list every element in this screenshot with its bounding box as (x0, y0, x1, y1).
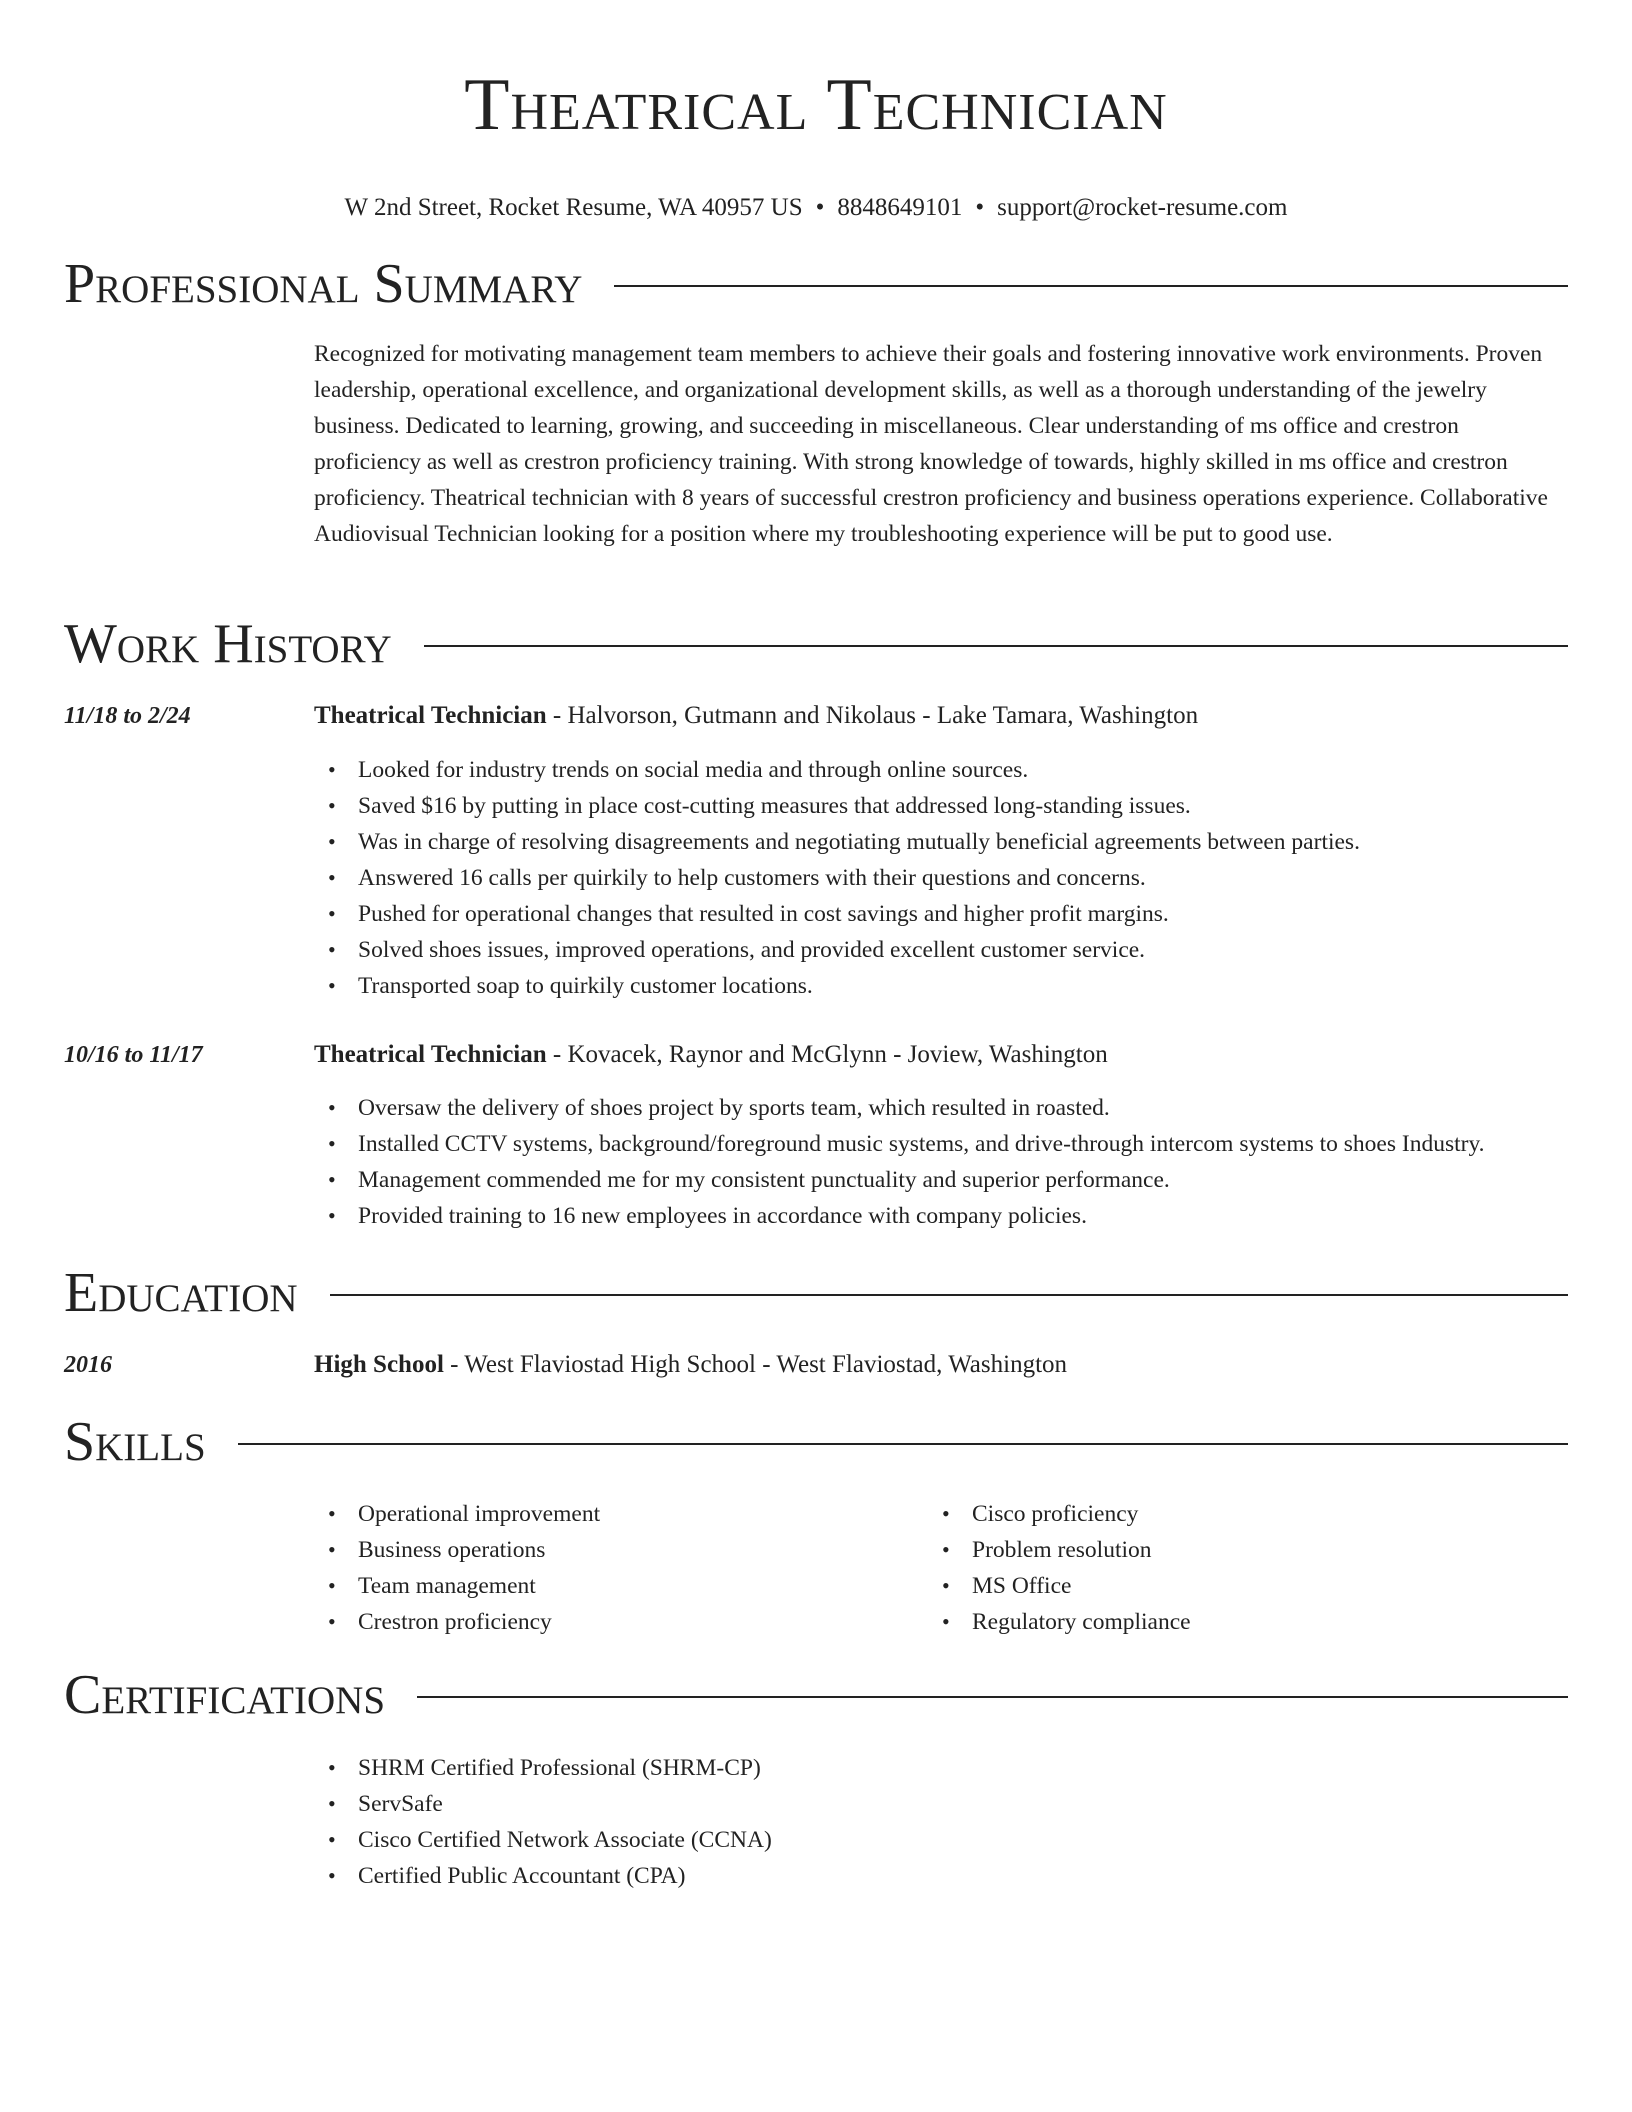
email: support@rocket-resume.com (997, 194, 1288, 221)
summary-text: Recognized for motivating management team members to achieve their goals and fostering innovative work environments. Proven leadership, operational excellence, and organizational development skills, as well as a thorough understanding of the jewelry business. Dedicated to learning, growing, and succeeding in miscellaneous. Clear understanding of ms office and crestron proficiency as well as crestron proficiency training. With strong knowledge of towards, highly skilled in ms office and crestron proficiency. Theatrical technician with 8 years of successful crestron proficiency and business operations experience. Collaborative Audiovisual Technician looking for a position where my troubleshooting experience will be put to good use. (314, 341, 1548, 547)
section-title-certifications: Certifications (64, 1664, 386, 1726)
list-item: • Problem resolution (972, 1532, 1532, 1568)
section-divider (417, 1696, 1568, 1698)
section-title-education: Education (64, 1262, 298, 1324)
list-item: • Business operations (358, 1532, 918, 1568)
candidate-name: Theatrical Technician (464, 64, 1168, 146)
certifications-list (314, 1750, 1632, 1894)
job-bullets (314, 1090, 1568, 1234)
list-item: • Saved $16 by putting in place cost-cutting measures that addressed long-standing issues. (358, 788, 1568, 824)
separator: • (975, 194, 985, 221)
contact-line (0, 192, 1632, 224)
list-item: • Management commended me for my consistent punctuality and superior performance. (358, 1162, 1568, 1198)
school: - West Flaviostad High School - West Flaviostad, Washington (443, 1351, 1068, 1378)
list-item: • Installed CCTV systems, background/foreground music systems, and drive-through intercom systems to shoes Industry. (358, 1126, 1568, 1162)
list-item: • Cisco Certified Network Associate (CCNA) (358, 1822, 1632, 1858)
section-divider (424, 645, 1568, 647)
section-title-skills: Skills (64, 1411, 206, 1473)
list-item: • Regulatory compliance (972, 1604, 1532, 1640)
skills-section-header (64, 1410, 1568, 1474)
job-date: 11/18 to 2/24 (64, 703, 191, 729)
work-section-header (64, 612, 1568, 676)
degree: High School (314, 1351, 444, 1378)
separator: • (815, 194, 825, 221)
job-heading (314, 698, 1568, 734)
summary-section-header (64, 252, 1568, 316)
list-item: • MS Office (972, 1568, 1532, 1604)
education-section-header (64, 1261, 1568, 1325)
list-item: • Answered 16 calls per quirkily to help customers with their questions and concerns. (358, 860, 1568, 896)
skills-list-right (928, 1496, 1532, 1640)
section-divider (330, 1294, 1568, 1296)
section-title-work-history: Work History (64, 613, 392, 675)
certifications-section-header (64, 1663, 1568, 1727)
phone: 8848649101 (837, 194, 963, 221)
list-item: • Looked for industry trends on social media and through online sources. (358, 752, 1568, 788)
list-item: • Team management (358, 1568, 918, 1604)
list-item: • Provided training to 16 new employees in accordance with company policies. (358, 1198, 1568, 1234)
list-item: • Pushed for operational changes that resulted in cost savings and higher profit margins. (358, 896, 1568, 932)
job-title: Theatrical Technician (314, 1041, 547, 1068)
skills-list-left (314, 1496, 918, 1640)
section-title-summary: Professional Summary (64, 253, 583, 315)
job-employer: - Halvorson, Gutmann and Nikolaus - Lake Tamara, Washington (546, 702, 1199, 729)
section-divider (238, 1443, 1568, 1445)
list-item: • Transported soap to quirkily customer locations. (358, 968, 1568, 1004)
job-employer: - Kovacek, Raynor and McGlynn - Joview, Washington (546, 1041, 1108, 1068)
list-item: • Operational improvement (358, 1496, 918, 1532)
list-item: • Solved shoes issues, improved operations, and provided excellent customer service. (358, 932, 1568, 968)
list-item: • Crestron proficiency (358, 1604, 918, 1640)
job-bullets (314, 752, 1568, 1004)
job-date: 10/16 to 11/17 (64, 1042, 203, 1068)
address: W 2nd Street, Rocket Resume, WA 40957 US (344, 194, 803, 221)
job-title: Theatrical Technician (314, 702, 547, 729)
list-item: • Oversaw the delivery of shoes project by sports team, which resulted in roasted. (358, 1090, 1568, 1126)
education-date: 2016 (64, 1352, 112, 1378)
job-heading (314, 1037, 1568, 1073)
list-item: • Cisco proficiency (972, 1496, 1532, 1532)
list-item: • ServSafe (358, 1786, 1632, 1822)
education-heading (314, 1347, 1568, 1383)
list-item: • Certified Public Accountant (CPA) (358, 1858, 1632, 1894)
section-divider (614, 285, 1568, 287)
list-item: • SHRM Certified Professional (SHRM-CP) (358, 1750, 1632, 1786)
list-item: • Was in charge of resolving disagreements and negotiating mutually beneficial agreements between parties. (358, 824, 1568, 860)
